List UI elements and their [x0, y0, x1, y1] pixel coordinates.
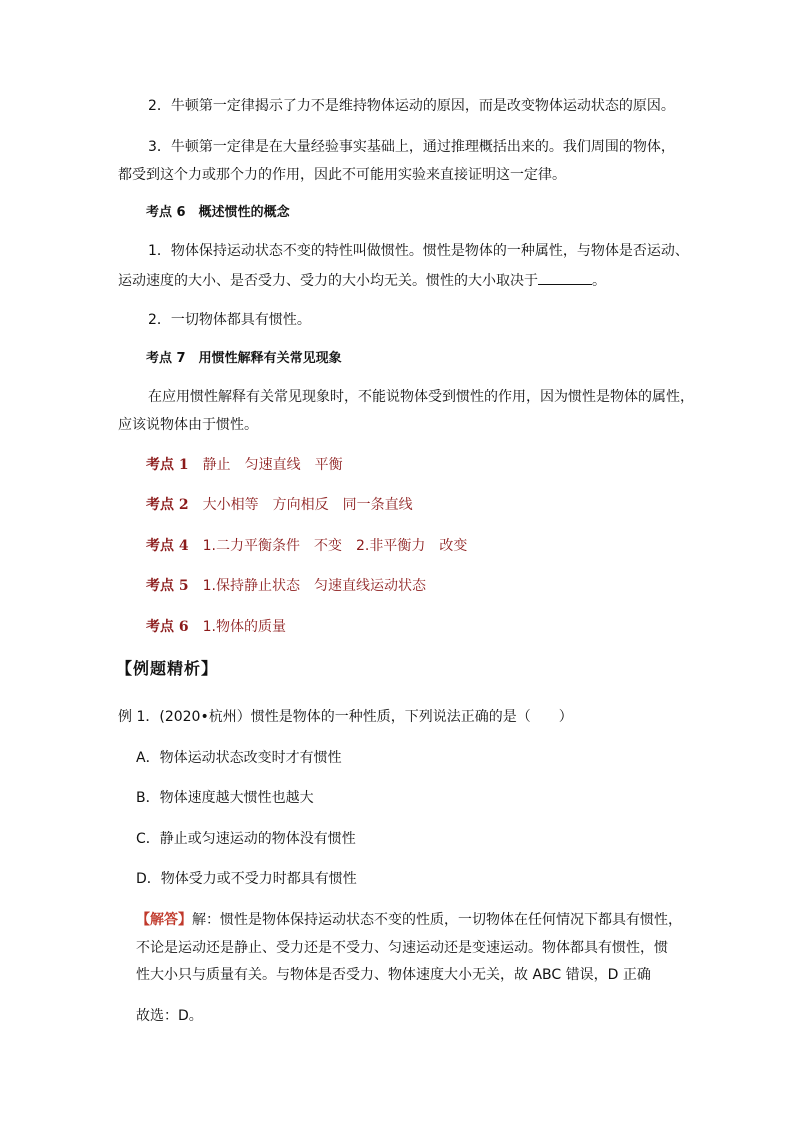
answer-row	[146, 455, 343, 475]
section-title-examples: 【例题精析】	[116, 659, 219, 678]
final-answer: 故选：D。	[136, 1008, 203, 1024]
answer-key: 考点 2	[146, 497, 189, 513]
answer-row	[146, 576, 426, 596]
answer-row	[146, 495, 413, 515]
kaodian-6-line2-end: 。	[592, 273, 606, 289]
answer-row	[146, 536, 467, 556]
kaodian-6-line2-text: 运动速度的大小、是否受力、受力的大小均无关。惯性的大小取决于	[118, 273, 538, 289]
answer-value: 1.二力平衡条件 不变 2.非平衡力 改变	[202, 538, 468, 554]
answer-key: 考点 4	[146, 538, 189, 554]
option-c: C．静止或匀速运动的物体没有惯性	[136, 831, 356, 847]
answer-key: 考点 5	[146, 578, 189, 594]
solution-line2: 不论是运动还是静止、受力还是不受力、匀速运动还是变速运动。物体都具有惯性，惯	[136, 940, 668, 956]
answer-key: 考点 6	[146, 619, 189, 635]
answer-value: 1.物体的质量	[202, 619, 286, 635]
kaodian-6-heading: 考点 6 概述惯性的概念	[146, 205, 290, 220]
kaodian-7-line2: 应该说物体由于惯性。	[118, 417, 258, 433]
answer-row	[146, 617, 286, 637]
kaodian-7-heading: 考点 7 用惯性解释有关常见现象	[146, 351, 342, 366]
example-question: 例 1．(2020•杭州）惯性是物体的一种性质，下列说法正确的是（ ）	[118, 709, 573, 725]
kaodian-6-line2	[118, 270, 606, 291]
option-d: D．物体受力或不受力时都具有惯性	[136, 871, 357, 887]
paragraph-newton-law-3-line2: 都受到这个力或那个力的作用，因此不可能用实验来直接证明这一定律。	[118, 167, 566, 183]
paragraph-newton-law-2: 2．牛顿第一定律揭示了力不是维持物体运动的原因，而是改变物体运动状态的原因。	[148, 98, 675, 114]
answer-value: 静止 匀速直线 平衡	[202, 457, 343, 473]
solution-tag: 【解答】	[136, 912, 192, 928]
fill-in-blank	[538, 270, 592, 285]
answer-value: 大小相等 方向相反 同一条直线	[202, 497, 413, 513]
answer-value: 1.保持静止状态 匀速直线运动状态	[202, 578, 426, 594]
solution-text: 解：惯性是物体保持运动状态不变的性质，一切物体在任何情况下都具有惯性，	[192, 912, 682, 928]
answer-key: 考点 1	[146, 457, 189, 473]
option-a: A．物体运动状态改变时才有惯性	[136, 750, 342, 766]
solution-line1	[136, 910, 682, 930]
option-b: B．物体速度越大惯性也越大	[136, 790, 314, 806]
kaodian-6-line1: 1．物体保持运动状态不变的特性叫做惯性。惯性是物体的一种属性，与物体是否运动、	[148, 243, 689, 259]
kaodian-7-line1: 在应用惯性解释有关常见现象时，不能说物体受到惯性的作用，因为惯性是物体的属性，	[148, 389, 694, 405]
solution-line3: 性大小只与质量有关。与物体是否受力、物体速度大小无关，故 ABC 错误，D 正确	[136, 967, 651, 983]
paragraph-newton-law-3-line1: 3．牛顿第一定律是在大量经验事实基础上，通过推理概括出来的。我们周围的物体，	[148, 139, 675, 155]
kaodian-6-line3: 2．一切物体都具有惯性。	[148, 312, 311, 328]
